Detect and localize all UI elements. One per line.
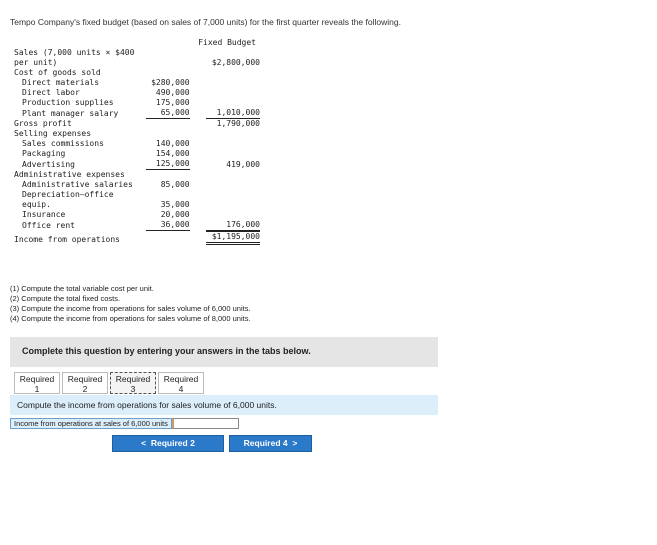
- total-amount-value: 176,000: [206, 220, 260, 231]
- detail-amount-value: 490,000: [155, 88, 190, 97]
- budget-row-detail-amount: [137, 98, 192, 108]
- detail-amount-value: 35,000: [160, 200, 190, 209]
- tab-label: Required: [115, 374, 151, 384]
- budget-row-total-amount: [192, 149, 260, 159]
- budget-rows: [14, 48, 260, 245]
- tab-label: Required: [163, 374, 199, 384]
- budget-row-detail-amount: [137, 170, 192, 180]
- budget-row: [14, 159, 260, 170]
- detail-amount-value: 20,000: [160, 210, 190, 219]
- question-list: [10, 284, 251, 324]
- detail-amount-value: 85,000: [160, 180, 190, 189]
- total-amount-value: $1,195,000: [206, 231, 260, 245]
- budget-row: [14, 210, 260, 220]
- prev-required-button[interactable]: [112, 435, 224, 452]
- budget-row-detail-amount: [137, 88, 192, 98]
- total-amount-value: 1,010,000: [206, 108, 260, 119]
- budget-row: [14, 98, 260, 108]
- budget-row-label: Sales (7,000 units × $400 per unit): [14, 48, 135, 67]
- tab-required-4[interactable]: [158, 372, 204, 394]
- detail-amount-value: 154,000: [155, 149, 190, 158]
- budget-row-total-amount: [192, 220, 260, 231]
- detail-amount-value: 175,000: [155, 98, 190, 107]
- budget-row-detail-amount: [137, 231, 192, 245]
- budget-row: [14, 129, 260, 139]
- budget-row-label: Administrative expenses: [14, 170, 125, 179]
- total-amount-value: 1,790,000: [216, 119, 260, 128]
- prev-button-label: Required 2: [150, 438, 195, 448]
- detail-amount-value: 36,000: [146, 220, 190, 231]
- tab-number: 3: [130, 384, 136, 394]
- budget-row-detail-amount: [137, 48, 192, 68]
- budget-row-total-amount: [192, 129, 260, 139]
- budget-row-label: Direct labor: [22, 88, 80, 97]
- budget-row-total-amount: [192, 68, 260, 78]
- answer-label: Income from operations at sales of 6,000 units: [10, 418, 172, 429]
- problem-intro: Tempo Company's fixed budget (based on sales of 7,000 units) for the first quarter reveals the following.: [10, 17, 401, 27]
- budget-row-total-amount: [192, 170, 260, 180]
- budget-row: [14, 190, 260, 210]
- budget-row-total-amount: [192, 190, 260, 210]
- budget-row-detail-amount: [137, 149, 192, 159]
- budget-row-detail-amount: [137, 108, 192, 119]
- tab-label: Required: [67, 374, 103, 384]
- tab-number: 4: [178, 384, 184, 394]
- budget-row: [14, 78, 260, 88]
- tab-number: 1: [34, 384, 40, 394]
- detail-amount-value: 125,000: [146, 159, 190, 170]
- question-2: (2) Compute the total fixed costs.: [10, 294, 121, 303]
- answer-row: [10, 418, 239, 429]
- tab-number: 2: [82, 384, 88, 394]
- budget-row-total-amount: [192, 139, 260, 149]
- budget-row-label: Office rent: [22, 221, 75, 230]
- budget-row-total-amount: [192, 108, 260, 119]
- budget-row-detail-amount: [137, 139, 192, 149]
- total-amount-value: 419,000: [226, 160, 260, 169]
- chevron-right-icon: >: [292, 438, 298, 448]
- budget-row-total-amount: [192, 180, 260, 190]
- budget-row-detail-amount: [137, 68, 192, 78]
- budget-row: [14, 68, 260, 78]
- tab-panel-header: [10, 395, 438, 415]
- instruction-box: [10, 337, 438, 367]
- fixed-budget-table: [14, 38, 260, 245]
- question-4: (4) Compute the income from operations for sales volume of 8,000 units.: [10, 314, 251, 323]
- budget-row-detail-amount: [137, 119, 192, 129]
- next-button-label: Required 4: [243, 438, 288, 448]
- budget-row-detail-amount: [137, 190, 192, 210]
- budget-row: [14, 108, 260, 119]
- budget-row: [14, 220, 260, 231]
- budget-row: [14, 48, 260, 68]
- answer-input[interactable]: [172, 418, 239, 429]
- total-amount-value: $2,800,000: [211, 58, 260, 67]
- tab-required-2[interactable]: [62, 372, 108, 394]
- budget-row-label: Insurance: [22, 210, 66, 219]
- budget-row: [14, 139, 260, 149]
- budget-row-label: Sales commissions: [22, 139, 104, 148]
- budget-row-detail-amount: [137, 159, 192, 170]
- budget-row-label: Selling expenses: [14, 129, 92, 138]
- budget-row-label: Income from operations: [14, 235, 120, 244]
- budget-row: [14, 231, 260, 245]
- budget-row-total-amount: [192, 78, 260, 88]
- tab-prompt: Compute the income from operations for sales volume of 6,000 units.: [17, 400, 277, 410]
- detail-amount-value: 65,000: [146, 108, 190, 119]
- budget-row: [14, 149, 260, 159]
- budget-row-label: Direct materials: [22, 78, 100, 87]
- budget-row-total-amount: [192, 88, 260, 98]
- budget-row-label: Administrative salaries: [22, 180, 133, 189]
- budget-row-total-amount: [192, 231, 260, 245]
- detail-amount-value: $280,000: [151, 78, 190, 87]
- budget-row-label: Cost of goods sold: [14, 68, 101, 77]
- budget-row-detail-amount: [137, 129, 192, 139]
- budget-row: [14, 119, 260, 129]
- budget-row-label: Gross profit: [14, 119, 72, 128]
- next-required-button[interactable]: [229, 435, 312, 452]
- budget-row: [14, 180, 260, 190]
- budget-row: [14, 88, 260, 98]
- question-3: (3) Compute the income from operations for sales volume of 6,000 units.: [10, 304, 251, 313]
- tab-required-1[interactable]: [14, 372, 60, 394]
- budget-row: [14, 170, 260, 180]
- question-1: (1) Compute the total variable cost per unit.: [10, 284, 154, 293]
- budget-row-detail-amount: [137, 180, 192, 190]
- budget-row-label: Production supplies: [22, 98, 114, 107]
- instruction-text: Complete this question by entering your answers in the tabs below.: [22, 346, 311, 356]
- budget-row-label: Plant manager salary: [22, 109, 119, 118]
- budget-row-detail-amount: [137, 220, 192, 231]
- budget-row-label: Depreciation—office equip.: [22, 190, 114, 209]
- budget-row-total-amount: [192, 98, 260, 108]
- budget-row-total-amount: [192, 48, 260, 68]
- chevron-left-icon: <: [141, 438, 147, 448]
- budget-row-total-amount: [192, 119, 260, 129]
- budget-row-total-amount: [192, 210, 260, 220]
- budget-header: Fixed Budget: [198, 38, 256, 47]
- budget-row-label: Advertising: [22, 160, 75, 169]
- tab-required-3[interactable]: [110, 372, 156, 394]
- budget-row-total-amount: [192, 159, 260, 170]
- budget-row-label: Packaging: [22, 149, 66, 158]
- budget-row-detail-amount: [137, 78, 192, 88]
- tab-label: Required: [19, 374, 55, 384]
- budget-row-detail-amount: [137, 210, 192, 220]
- detail-amount-value: 140,000: [155, 139, 190, 148]
- required-tabs: [14, 372, 206, 394]
